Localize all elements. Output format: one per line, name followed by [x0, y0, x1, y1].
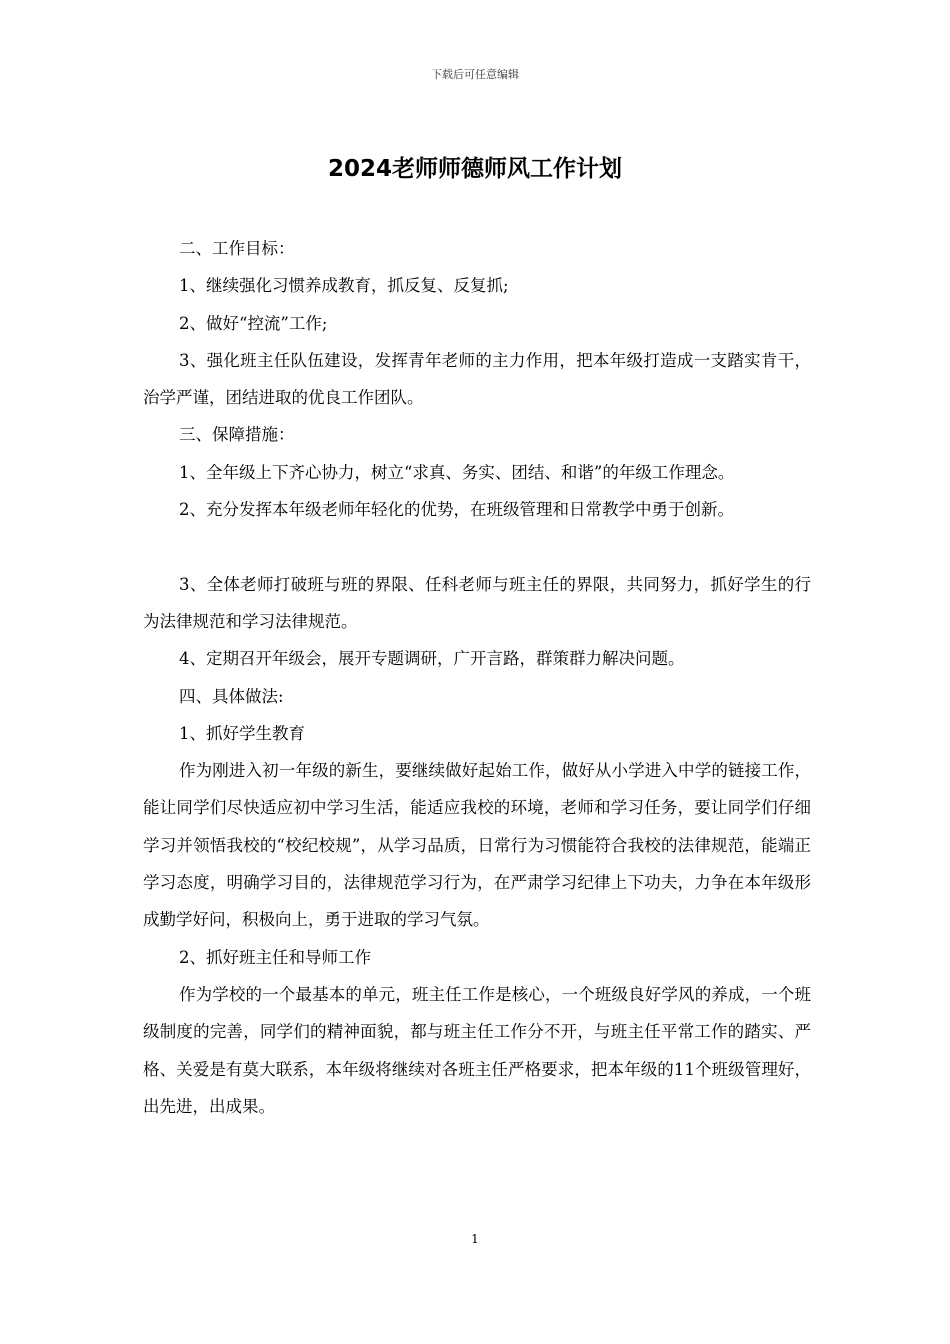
paragraph: 3、强化班主任队伍建设，发挥青年老师的主力作用，把本年级打造成一支踏实肯干，治学严谨，团结进取的优良工作团队。 [143, 350, 811, 408]
paragraph: 2、做好“控流”工作; [179, 313, 328, 333]
document-title: 2024老师师德师风工作计划 [327, 156, 622, 182]
page-number: 1 [471, 1232, 479, 1246]
subheading: 2、抓好班主任和导师工作 [179, 947, 371, 967]
section-heading-goals: 二、工作目标： [179, 239, 295, 258]
paragraph: 作为学校的一个最基本的单元，班主任工作是核心，一个班级良好学风的养成，一个班级制度的完善，同学们的精神面貌，都与班主任工作分不开，与班主任平常工作的踏实、严格、关爱是有莫大联系，本年级将继续对各班主任严格要求，把本年级的11个班级管理好，出先进，出成果。 [143, 984, 811, 1116]
section-heading-measures: 三、保障措施： [179, 425, 295, 445]
subheading: 1、抓好学生教育 [179, 723, 305, 743]
header-note: 下载后可任意编辑 [431, 68, 519, 81]
paragraph: 2、充分发挥本年级老师年轻化的优势，在班级管理和日常教学中勇于创新。 [179, 500, 734, 520]
blank-line [143, 528, 811, 565]
paragraph: 4、定期召开年级会，展开专题调研，广开言路，群策群力解决问题。 [179, 649, 685, 669]
paragraph: 作为刚进入初一年级的新生，要继续做好起始工作，做好从小学进入中学的链接工作，能让同学们尽快适应初中学习生活，能适应我校的环境，老师和学习任务，要让同学们仔细学习并领悟我校的“校纪校规”，从学习品质，日常行为习惯能符合我校的法律规范，能端正学习态度，明确学习目的，法律规范学习行为，在严肃学习纪律上下功夫，力争在本年级形成勤学好问，积极向上，勇于进取的学习气氛。 [143, 761, 811, 930]
paragraph: 3、全体老师打破班与班的界限、任科老师与班主任的界限，共同努力，抓好学生的行为法律规范和学习法律规范。 [143, 574, 811, 631]
paragraph: 1、全年级上下齐心协力，树立“求真、务实、团结、和谐”的年级工作理念。 [179, 462, 735, 482]
document-body [143, 230, 811, 1125]
paragraph: 1、继续强化习惯养成教育，抓反复、反复抓; [179, 276, 509, 296]
section-heading-methods: 四、具体做法: [179, 686, 284, 706]
